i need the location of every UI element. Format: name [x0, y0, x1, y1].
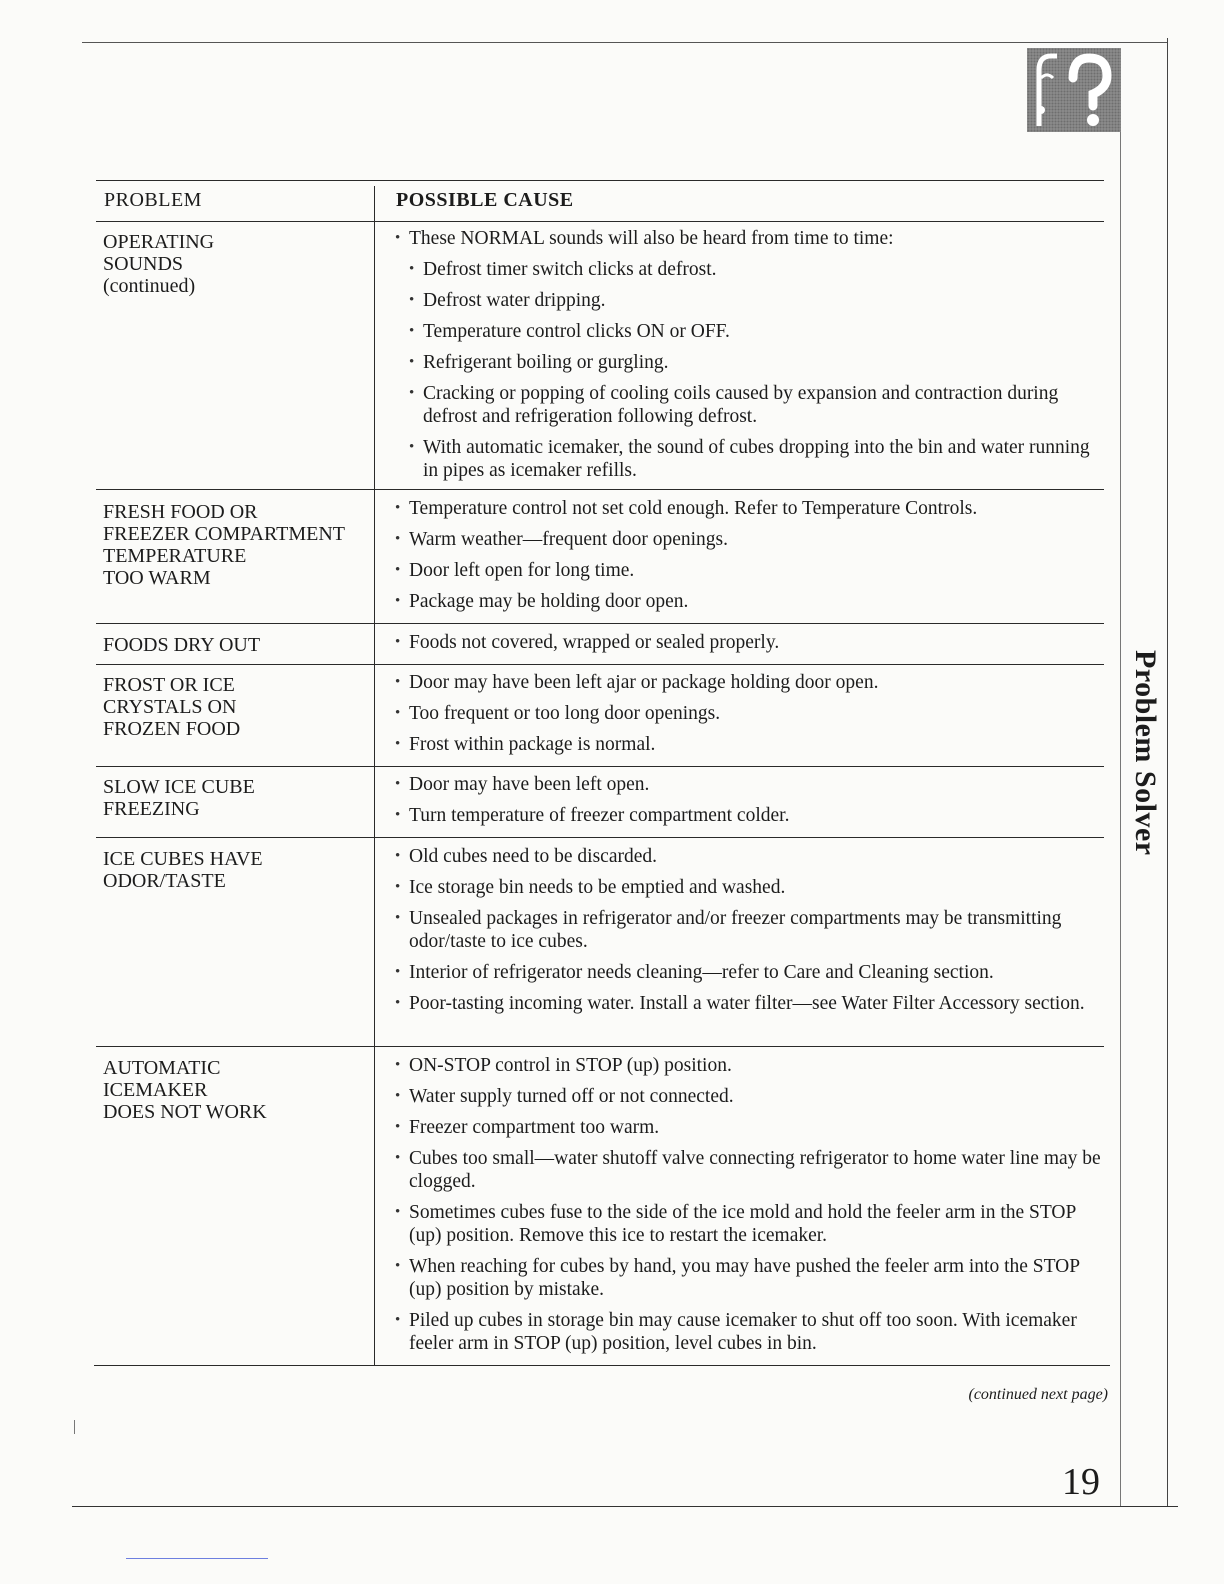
- problem-icemaker-not-working: AUTOMATIC ICEMAKER DOES NOT WORK: [103, 1057, 267, 1123]
- row-divider: [96, 1046, 1104, 1047]
- cause-item: • Package may be holding door open.: [394, 590, 1109, 613]
- problem-foods-dry-out: FOODS DRY OUT: [103, 634, 261, 656]
- cause-item: • Poor-tasting incoming water. Install a water filter—see Water Filter Accessory section.: [394, 992, 1109, 1015]
- problem-ice-odor-taste: ICE CUBES HAVE ODOR/TASTE: [103, 848, 263, 892]
- cause-item: • Door may have been left ajar or package holding door open.: [394, 671, 1109, 694]
- scan-mark-tick: [74, 1420, 75, 1434]
- causes-icemaker-not-working: [394, 1054, 1109, 1363]
- column-divider: [374, 186, 375, 1366]
- cause-item: • Temperature control not set cold enough. Refer to Temperature Controls.: [394, 497, 1109, 520]
- row-divider: [96, 766, 1104, 767]
- right-margin-rule: [1167, 38, 1168, 1506]
- cause-column-header: POSSIBLE CAUSE: [396, 189, 574, 211]
- cause-item: • Door left open for long time.: [394, 559, 1109, 582]
- table-bottom-rule: [94, 1365, 1110, 1366]
- help-question-icon: [1027, 48, 1121, 132]
- cause-item: • Foods not covered, wrapped or sealed properly.: [394, 631, 1109, 654]
- causes-operating-sounds: [394, 227, 1109, 490]
- cause-item: • ON-STOP control in STOP (up) position.: [394, 1054, 1109, 1077]
- causes-foods-dry-out: [394, 631, 1109, 662]
- cause-item: • Water supply turned off or not connected.: [394, 1085, 1109, 1108]
- cause-item: • Ice storage bin needs to be emptied and washed.: [394, 876, 1109, 899]
- cause-item: • Cracking or popping of cooling coils caused by expansion and contraction during defrost and refrigeration following defrost.: [408, 382, 1109, 428]
- cause-item: • Defrost timer switch clicks at defrost.: [408, 258, 1109, 281]
- causes-frost-ice-crystals: [394, 671, 1109, 764]
- cause-item: • Freezer compartment too warm.: [394, 1116, 1109, 1139]
- cause-item: • Unsealed packages in refrigerator and/or freezer compartments may be transmitting odor/taste to ice cubes.: [394, 907, 1109, 953]
- bottom-rule: [72, 1506, 1178, 1507]
- problem-operating-sounds: OPERATING SOUNDS (continued): [103, 231, 215, 297]
- cause-item: • Too frequent or too long door openings.: [394, 702, 1109, 725]
- cause-item: • Interior of refrigerator needs cleaning—refer to Care and Cleaning section.: [394, 961, 1109, 984]
- inner-margin-rule: [1120, 128, 1121, 1506]
- causes-compartment-too-warm: [394, 497, 1109, 621]
- page-number: 19: [1062, 1461, 1100, 1503]
- side-section-title: Problem Solver: [1129, 650, 1162, 856]
- cause-item: • Door may have been left open.: [394, 773, 1109, 796]
- cause-item: • With automatic icemaker, the sound of cubes dropping into the bin and water running in pipes as icemaker refills.: [408, 436, 1109, 482]
- cause-item: • Sometimes cubes fuse to the side of the ice mold and hold the feeler arm in the STOP (up) position. Remove this ice to restart the icemaker.: [394, 1201, 1109, 1247]
- cause-item: • These NORMAL sounds will also be heard from time to time:: [394, 227, 1109, 250]
- cause-item: • Defrost water dripping.: [408, 289, 1109, 312]
- scan-mark-line: [126, 1558, 268, 1559]
- causes-ice-odor-taste: [394, 845, 1109, 1023]
- cause-item: • When reaching for cubes by hand, you may have pushed the feeler arm into the STOP (up) position by mistake.: [394, 1255, 1109, 1301]
- row-divider: [96, 664, 1104, 665]
- cause-item: • Frost within package is normal.: [394, 733, 1109, 756]
- cause-item: • Cubes too small—water shutoff valve connecting refrigerator to home water line may be clogged.: [394, 1147, 1109, 1193]
- problem-compartment-too-warm: FRESH FOOD OR FREEZER COMPARTMENT TEMPERATURE TOO WARM: [103, 501, 345, 589]
- header-rule: [96, 221, 1104, 222]
- cause-item: • Piled up cubes in storage bin may cause icemaker to shut off too soon. With icemaker feeler arm in STOP (up) position, level cubes in bin.: [394, 1309, 1109, 1355]
- top-rule: [82, 42, 1168, 43]
- cause-item: • Turn temperature of freezer compartment colder.: [394, 804, 1109, 827]
- problem-slow-ice-cube: SLOW ICE CUBE FREEZING: [103, 776, 255, 820]
- cause-item: • Warm weather—frequent door openings.: [394, 528, 1109, 551]
- cause-item: • Temperature control clicks ON or OFF.: [408, 320, 1109, 343]
- table-top-rule: [96, 180, 1104, 181]
- row-divider: [96, 837, 1104, 838]
- cause-item: • Old cubes need to be discarded.: [394, 845, 1109, 868]
- problem-frost-ice-crystals: FROST OR ICE CRYSTALS ON FROZEN FOOD: [103, 674, 241, 740]
- problem-column-header: PROBLEM: [104, 189, 202, 211]
- cause-item: • Refrigerant boiling or gurgling.: [408, 351, 1109, 374]
- row-divider: [96, 489, 1104, 490]
- continued-note: (continued next page): [968, 1386, 1108, 1403]
- row-divider: [96, 623, 1104, 624]
- causes-slow-ice-cube: [394, 773, 1109, 835]
